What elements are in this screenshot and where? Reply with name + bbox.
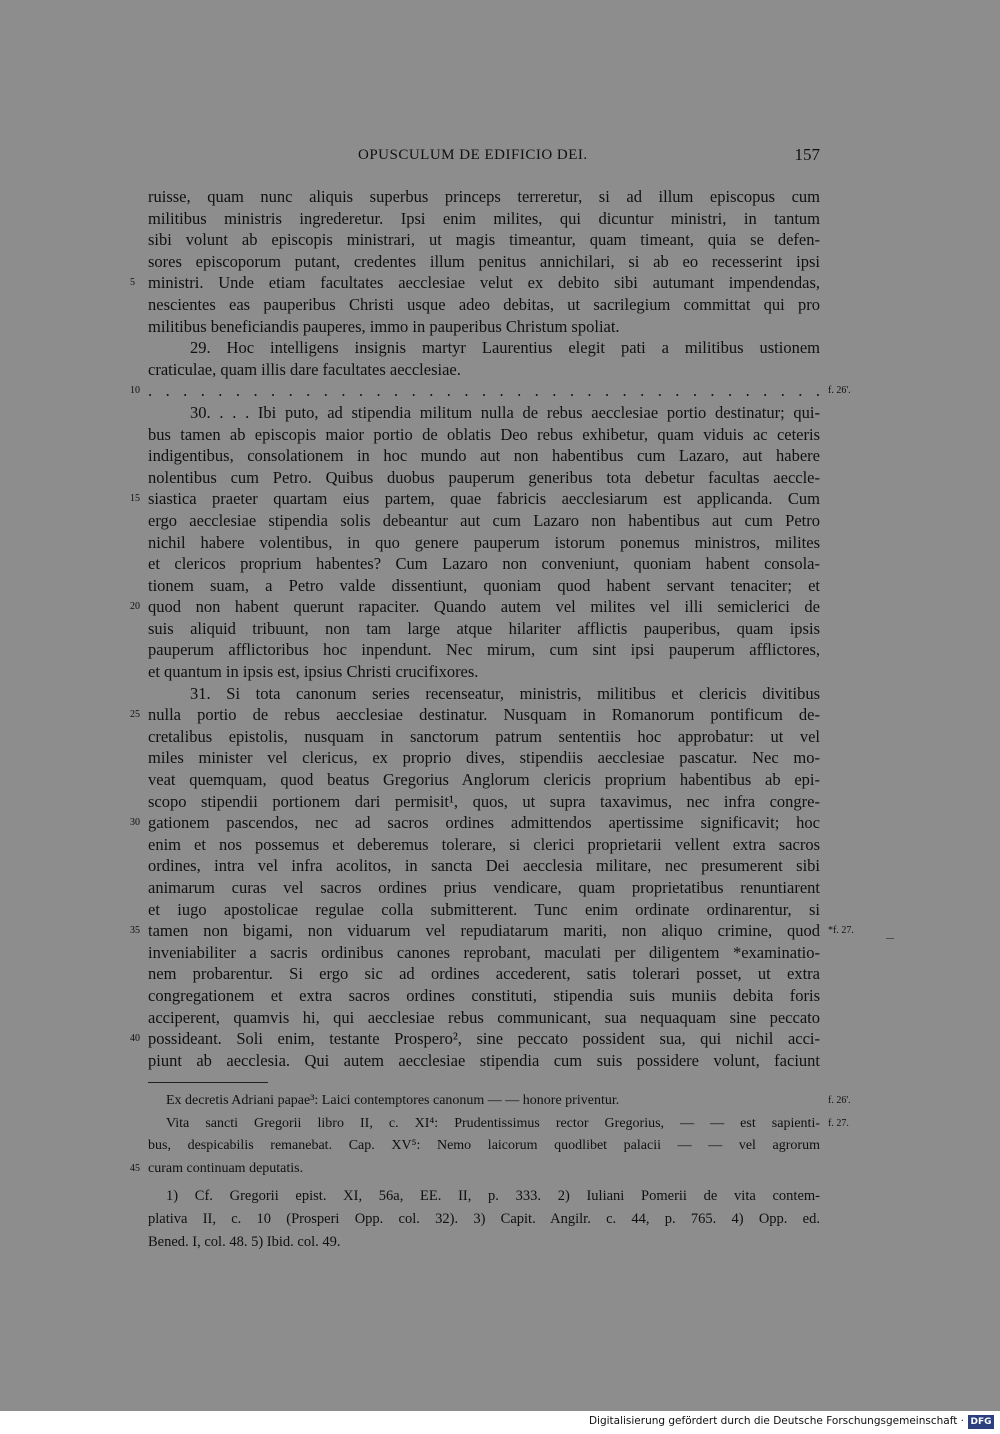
line-text: acciperent, quamvis hi, qui aecclesiae rebus communicant, sua nequaquam sine peccato — [148, 1007, 820, 1027]
dfg-logo-icon[interactable]: DFG — [968, 1415, 994, 1429]
line-text: possideant. Soli enim, testante Prospero², sine peccato possident sua, qui nichil acci- — [148, 1029, 820, 1049]
text-line — [148, 294, 820, 316]
text-line — [130, 704, 820, 726]
line-text: pauperum afflictoribus hoc inpendunt. Nec mirum, cum sint ipsi pauperum afflictores, — [148, 640, 820, 660]
text-line — [148, 747, 820, 769]
margin-mark — [886, 938, 894, 939]
text-line — [148, 359, 820, 381]
line-number: 30 — [130, 817, 140, 829]
text-line — [148, 963, 820, 985]
line-text: bus tamen ab episcopis maior portio de oblatis Deo rebus exhibetur, quam viduis ac ceteris — [148, 424, 820, 444]
line-text: . . . . . . . . . . . . . . . . . . . . . . . . . . . . . . . . . . . . . . . — [148, 381, 820, 401]
text-line — [148, 402, 820, 424]
line-text: ergo aecclesiae stipendia solis debeantur aut cum Lazaro non habentibus aut cum Petro — [148, 510, 820, 530]
line-text: 29. Hoc intelligens insignis martyr Laurentius elegit pati a militibus ustionem — [190, 338, 820, 358]
text-line — [148, 661, 820, 683]
line-text: ministri. Unde etiam facultates aecclesiae velut ex debito sibi autumant impendendas, — [148, 273, 820, 293]
line-text: craticulae, quam illis dare facultates aecclesiae. — [148, 359, 461, 379]
main-text — [130, 186, 854, 1071]
text-line — [130, 920, 854, 942]
running-title: OPUSCULUM DE EDIFICIO DEI. — [358, 147, 588, 163]
line-text: Ex decretis Adriani papae³: Laici contemptores canonum — — honore priventur. — [166, 1093, 620, 1108]
line-text: tionem suam, a Petro valde dissentiunt, quoniam quod habent servant tenaciter; et — [148, 575, 820, 595]
line-number: 10 — [130, 385, 140, 397]
line-text: et quantum in ipsis est, ipsius Christi crucifixores. — [148, 662, 479, 682]
apparatus-line — [148, 1135, 820, 1158]
line-number: 40 — [130, 1033, 140, 1045]
apparatus-line — [130, 1158, 820, 1181]
text-line — [130, 812, 820, 834]
text-line — [130, 380, 851, 402]
line-text: quod non habent querunt rapaciter. Quando autem vel milites vel illi semiclerici de — [148, 597, 820, 617]
line-text: enim et nos possemus et deberemus tolerare, si clerici proprietarii vellent extra sacros — [148, 834, 820, 854]
text-line — [148, 726, 820, 748]
line-text: nolentibus cum Petro. Quibus duobus pauperum generibus tota debetur facultas aeccle- — [148, 467, 820, 487]
text-line — [148, 553, 820, 575]
text-line — [148, 942, 820, 964]
line-text: inveniabiliter a sacris ordinibus canones reprobant, maculati per diligentem *examinatio- — [148, 942, 820, 962]
footnote-line — [148, 1208, 820, 1231]
line-text: plativa II, c. 10 (Prosperi Opp. col. 32). 3) Capit. Angilr. c. 44, p. 765. 4) Opp. ed. — [148, 1211, 820, 1227]
text-line — [130, 488, 820, 510]
digitization-footer — [0, 1411, 1000, 1434]
dfg-credit-text: Digitalisierung gefördert durch die Deutsche Forschungsgemeinschaft · — [588, 1415, 964, 1427]
footnote-line — [148, 1231, 820, 1254]
critical-apparatus — [130, 1090, 851, 1180]
text-line — [130, 1028, 820, 1050]
line-number: 20 — [130, 601, 140, 613]
line-number: 35 — [130, 925, 140, 937]
text-line — [148, 834, 820, 856]
apparatus-line — [148, 1090, 851, 1113]
text-line — [148, 683, 820, 705]
text-line — [130, 596, 820, 618]
line-number: 15 — [130, 493, 140, 505]
folio-margin-note: f. 27. — [828, 1117, 849, 1129]
line-text: ruisse, quam nunc aliquis superbus princeps terreretur, si ad illum episcopus cum — [148, 187, 820, 206]
line-text: gationem pascendos, nec ad sacros ordines admittendos apertissime significavit; hoc — [148, 813, 820, 833]
apparatus-line — [148, 1113, 849, 1136]
line-text: tamen non bigami, non viduarum vel repudiatarum mariti, non aliquo crimine, quod — [148, 921, 820, 941]
line-text: piunt ab aecclesia. Qui autem aecclesiae stipendia cum suis possidere volunt, faciunt — [148, 1050, 820, 1070]
text-line — [148, 251, 820, 273]
text-line — [148, 1007, 820, 1029]
text-line — [148, 769, 820, 791]
text-line — [148, 316, 820, 338]
page-number: 157 — [794, 145, 820, 164]
line-text: 31. Si tota canonum series recenseatur, ministris, militibus et clericis divitibus — [190, 683, 820, 703]
line-text: nescientes eas pauperibus Christi usque adeo debitas, ut sacrilegium committat qui pro — [148, 294, 820, 314]
text-line — [148, 445, 820, 467]
footnotes — [148, 1185, 820, 1254]
line-text: nem probarentur. Si ergo sic ad ordines accederent, satis tolerari posset, ut extra — [148, 964, 820, 984]
line-text: miles minister vel clericus, ex proprio dives, stipendiis aecclesiae pascatur. Nec mo- — [148, 748, 820, 768]
folio-margin-note: f. 26'. — [828, 1095, 851, 1106]
text-line — [148, 229, 820, 251]
line-text: congregationem et extra sacros ordines constituti, stipendia suis muniis debita foris — [148, 985, 820, 1005]
line-text: animarum curas vel sacros ordines prius vendicare, quam proprietatibus renuntiarent — [148, 878, 820, 897]
text-line — [130, 272, 820, 294]
line-text: militibus ministris ingrederetur. Ipsi enim milites, qui dicuntur ministri, in tantum — [148, 208, 820, 228]
text-line — [148, 532, 820, 554]
text-line — [148, 899, 820, 921]
page-header — [148, 145, 820, 169]
folio-margin-note: f. 26'. — [828, 385, 851, 397]
text-line — [148, 985, 820, 1007]
footnote-line — [148, 1185, 820, 1208]
line-text: militibus beneficiandis pauperes, immo in pauperibus Christum spoliat. — [148, 316, 620, 336]
line-text: 1) Cf. Gregorii epist. XI, 56a, EE. II, p. 333. 2) Iuliani Pomerii de vita contem- — [166, 1188, 820, 1204]
text-line — [148, 1050, 820, 1072]
line-text: cretalibus epistolis, nusquam in sanctorum patrum sententiis hoc approbatur: ut vel — [148, 726, 820, 746]
text-line — [148, 877, 820, 899]
folio-margin-note: *f. 27. — [828, 925, 854, 937]
line-text: 30. . . . Ibi puto, ad stipendia militum nulla de rebus aecclesiae portio destinatur; qui- — [190, 402, 820, 422]
line-text: Vita sancti Gregorii libro II, c. XI⁴: Prudentissimus rector Gregorius, — — est sapienti- — [166, 1115, 820, 1131]
text-line — [148, 467, 820, 489]
line-text: nulla portio de rebus aecclesiae destinatur. Nusquam in Romanorum pontificum de- — [148, 705, 820, 725]
text-line — [148, 855, 820, 877]
line-text: veat quemquam, quod beatus Gregorius Anglorum clericis proprium habentibus ab epi- — [148, 770, 820, 790]
line-text: sibi volunt ab episcopis ministrari, ut magis timeantur, quam timeant, quia se defen- — [148, 230, 820, 250]
line-text: indigentibus, consolationem in hoc mundo aut non habentibus cum Lazaro, aut habere — [148, 446, 820, 466]
text-line — [148, 618, 820, 640]
text-line — [148, 208, 820, 230]
apparatus-separator-rule — [148, 1082, 268, 1083]
line-number: 25 — [130, 709, 140, 721]
text-line — [148, 424, 820, 446]
line-text: sores episcoporum putant, credentes illum penitus annichilari, si ab eo recesserint ipsi — [148, 251, 820, 271]
line-text: curam continuam deputatis. — [148, 1160, 304, 1176]
text-line — [148, 791, 820, 813]
line-number: 45 — [130, 1162, 140, 1174]
line-text: bus, despicabilis remanebat. Cap. XV⁵: Nemo laicorum quodlibet palacii — — vel agrorum — [148, 1138, 820, 1153]
text-line — [148, 639, 820, 661]
line-text: scopo stipendii portionem dari permisit¹, quos, ut supra taxavimus, nec infra congre- — [148, 791, 820, 811]
line-text: nichil habere volentibus, in quo genere pauperum istorum ponemus ministros, milites — [148, 532, 820, 552]
text-line — [148, 575, 820, 597]
line-text: ordines, intra vel infra acolitos, in sancta Dei aecclesia militare, nec presumerent sibi — [148, 856, 820, 876]
text-line — [148, 186, 820, 208]
line-text: suis aliquid tribuunt, non tam large atque hilariter afflictis pauperibus, quam ipsis — [148, 618, 820, 638]
line-text: Bened. I, col. 48. 5) Ibid. col. 49. — [148, 1234, 341, 1250]
text-line — [148, 337, 820, 359]
line-number: 5 — [130, 277, 135, 289]
line-text: et iugo apostolicae regulae colla submitterent. Tunc enim ordinate ordinarentur, si — [148, 899, 820, 919]
text-line — [148, 510, 820, 532]
line-text: siastica praeter quartam eius partem, quae fabricis aecclesiarum est applicanda. Cum — [148, 489, 820, 509]
line-text: et clericos proprium habentes? Cum Lazaro non conveniunt, quoniam habent consola- — [148, 554, 820, 574]
